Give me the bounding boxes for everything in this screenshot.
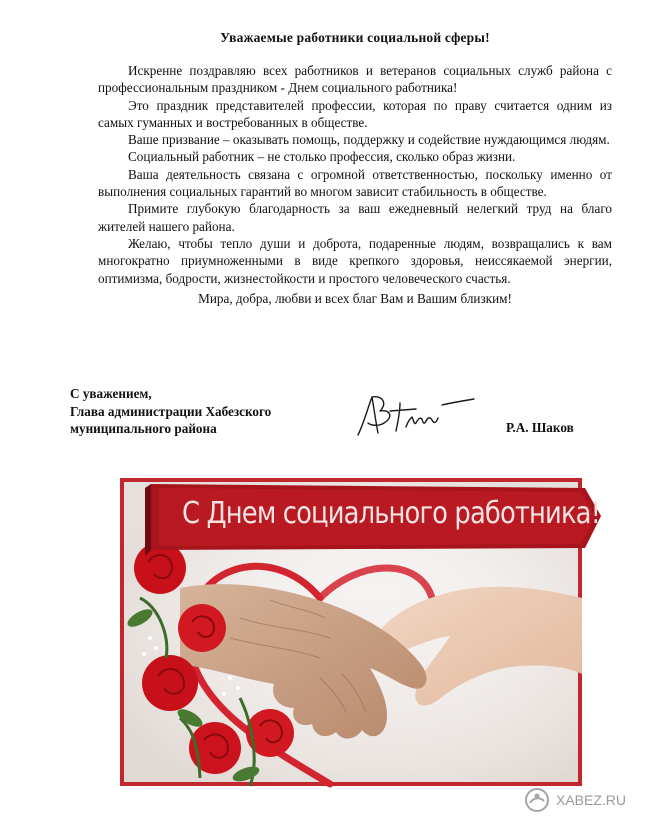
- signatory-name: Р.А. Шаков: [506, 420, 574, 435]
- position-line-1: Глава администрации Хабезского: [70, 403, 272, 419]
- paragraph: Ваше призвание – оказывать помощь, поддержку и содействие нуждающимся людям.: [128, 132, 610, 148]
- paragraph: Примите глубокую благодарность за ваш ежедневный нелегкий труд на благо жителей нашего района.: [98, 201, 612, 234]
- closing-line: Мира, добра, любви и всех благ Вам и Вашим близким!: [198, 290, 512, 306]
- regards-line: С уважением,: [70, 386, 152, 401]
- handwritten-signature: [350, 387, 480, 445]
- letter: [98, 30, 612, 307]
- greeting-card-image: [120, 478, 601, 794]
- letter-body: [98, 62, 612, 307]
- signature-title: [70, 385, 271, 438]
- paragraph: Желаю, чтобы тепло души и доброта, подаренные людям, возвращались к вам многократно приумноженными в виде крепкого здоровья, неиссякаемой энергии, оптимизма, бодрости, жизнестойкости и простого человеческого счастья.: [98, 235, 612, 286]
- paragraph: Социальный работник – не столько профессия, сколько образ жизни.: [128, 149, 516, 165]
- site-logo-icon: [524, 787, 550, 813]
- banner-greeting-text: С Днем социального работника!: [182, 496, 601, 531]
- paragraph: Это праздник представителей профессии, которая по праву считается одним из самых гуманных и востребованных в обществе.: [98, 97, 612, 130]
- signature-block: [70, 385, 610, 445]
- watermark-text: XABEZ.RU: [555, 792, 626, 808]
- position-line-2: муниципального района: [70, 421, 217, 436]
- paragraph: Искренне поздравляю всех работников и ветеранов социальных служб района с профессиональным праздником - Днем социального работника!: [98, 63, 612, 96]
- letter-title: Уважаемые работники социальной сферы!: [220, 30, 490, 45]
- site-watermark: [524, 787, 626, 813]
- paragraph: Ваша деятельность связана с огромной ответственностью, поскольку именно от выполнения социальных гарантий во многом зависит стабильность в обществе.: [98, 166, 612, 200]
